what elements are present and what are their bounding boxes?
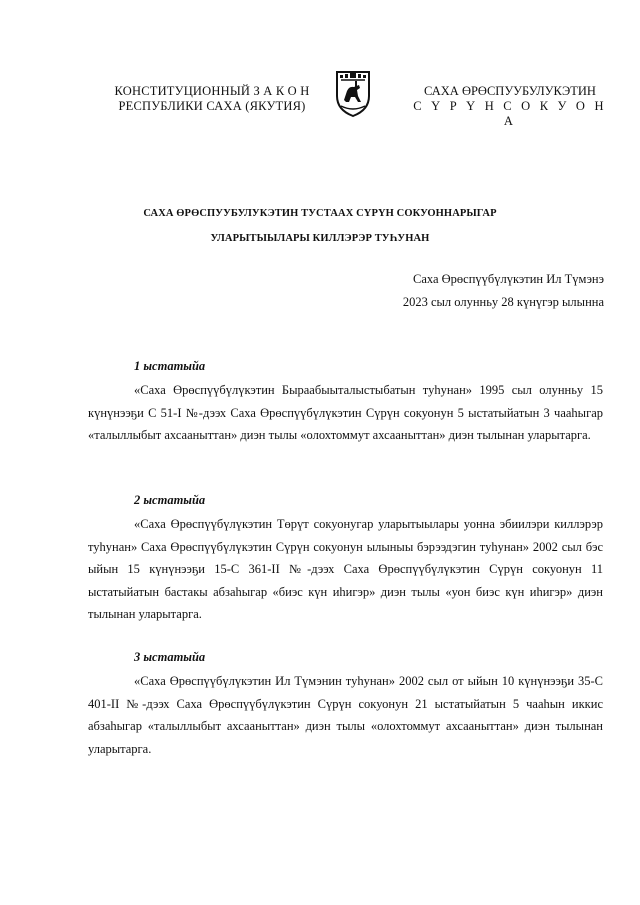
article-3 — [88, 648, 603, 760]
article-text: «Саха Өрөспүүбүлүкэтин Төрүт сокуонугар уларытыылары уонна эбиилэри киллэрэр туһунан» Саха Өрөспүүбүлүкэтин Сүрүн сокуонун ылыныы бэрээдэгин туһунан» 2002 сыл бэс ыйын 15 күнүнээҕи 15-С 361-II №-дээх Саха Өрөспүүбүлүкэтин Сүрүн сокуонун 11 ыстатыйатын бастакы абзаһыгар «биэс күн иһигэр» диэн тылы «уон биэс күн иһигэр» диэн тылынан уларытарга. — [88, 517, 603, 621]
issuer-sakha-line2: С Ү Р Ү Н С О К У О Н А — [413, 99, 607, 128]
article-text: «Саха Өрөспүүбүлүкэтин Быраабыыталыстыбатын туһунан» 1995 сыл олунньу 15 күнүнээҕи С 51-I №-дээх Саха Өрөспүүбүлүкэтин Сүрүн сокуонун 5 ыстатыйатын 3 чааһыгар «талыллыбыт ахсааныттан» диэн тылы «олохтоммут ахсааныттан» диэн тылынан уларытарга. — [88, 383, 603, 442]
law-title-line1: САХА ӨРӨСПУУБУЛУКЭТИН ТУСТААХ СҮРҮН СОКУОННАРЫГАР — [143, 208, 497, 219]
adoption-date: 2023 сыл олунньу 28 күнүгэр ылынна — [402, 295, 604, 309]
law-title-line2: УЛАРЫТЫЫЛАРЫ КИЛЛЭРЭР ТУҺУНАН — [210, 233, 430, 244]
article-heading: 3 ыстатыйа — [134, 650, 206, 664]
issuer-sakha — [410, 84, 610, 129]
article-1 — [88, 357, 603, 447]
article-heading: 1 ыстатыйа — [134, 359, 206, 373]
issuer-russian-line1: КОНСТИТУЦИОННЫЙ З А К О Н — [114, 84, 310, 98]
article-heading: 2 ыстатыйа — [134, 493, 206, 507]
article-2 — [88, 491, 603, 626]
issuer-russian-line2: РЕСПУБЛИКИ САХА (ЯКУТИЯ) — [118, 99, 306, 113]
issuer-sakha-line1: САХА ӨРӨСПУУБУЛУКЭТИН — [424, 84, 596, 98]
coat-of-arms-sakha-icon — [331, 66, 375, 118]
issuer-russian — [112, 84, 312, 114]
law-title — [60, 201, 580, 251]
adoption-note — [403, 268, 604, 314]
article-text: «Саха Өрөспүүбүлүкэтин Ил Түмэнин туһунан» 2002 сыл от ыйын 10 күнүнээҕи 35-С 401-II №-дээх Саха Өрөспүүбүлүкэтин Сүрүн сокуонун 21 ыстатыйатын 5 чааһын иккис абзаһыгар «талыллыбыт ахсааныттан» диэн тылы «олохтоммут ахсааныттан» диэн тылынан уларытарга. — [88, 674, 603, 756]
adoption-body: Саха Өрөспүүбүлүкэтин Ил Түмэнэ — [412, 272, 604, 286]
